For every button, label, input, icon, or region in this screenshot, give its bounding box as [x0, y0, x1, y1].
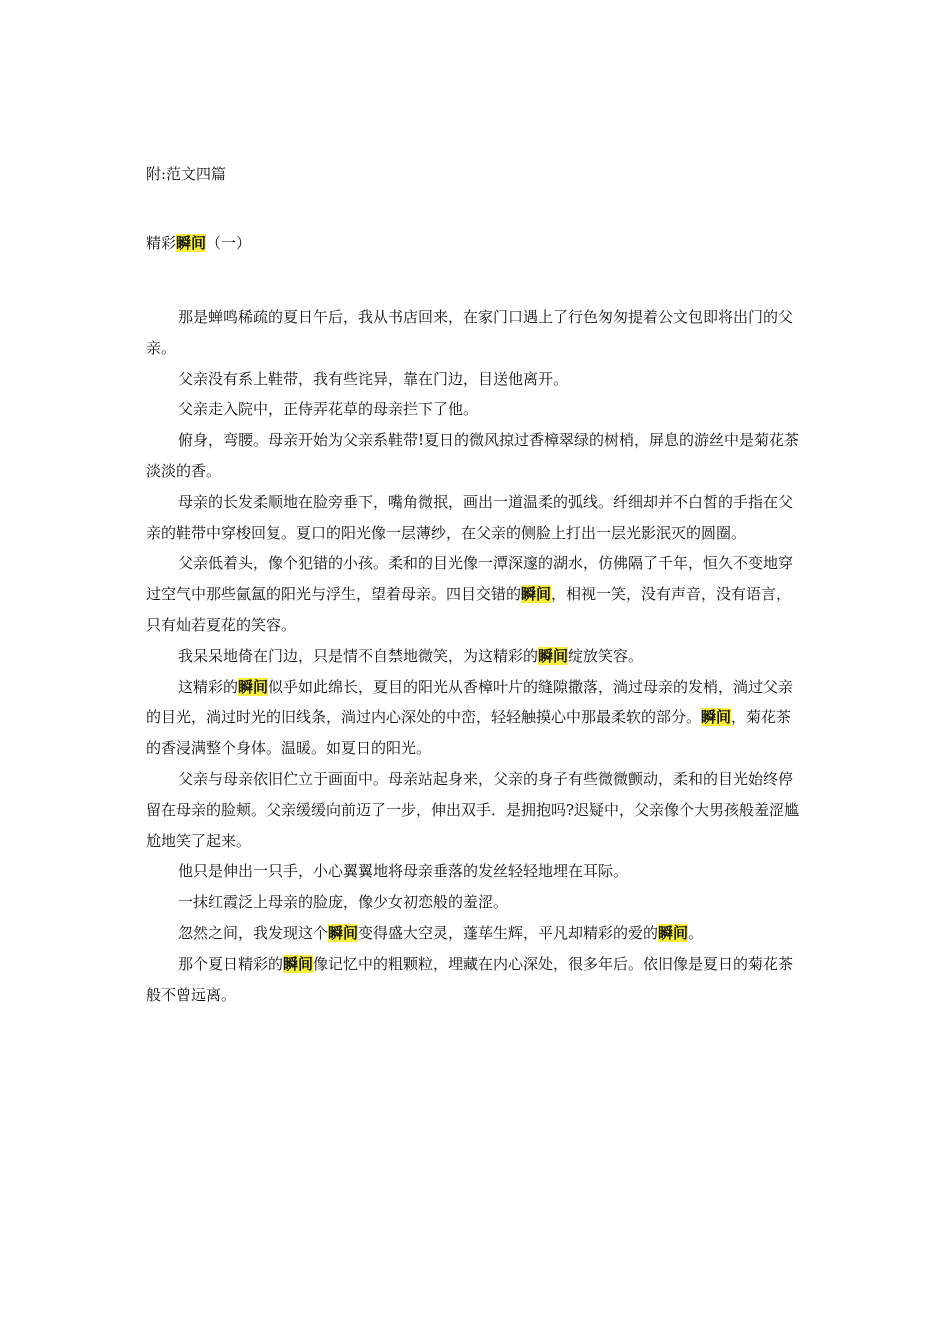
paragraph-text: 一抹红霞泛上母亲的脸庞，像少女初恋般的羞涩。	[178, 893, 509, 912]
highlighted-word: 瞬间	[521, 585, 552, 604]
paragraph-text: 父亲没有系上鞋带，我有些诧异，靠在门边，目送他离开。	[178, 369, 569, 388]
paragraph-text: 他只是伸出一只手，小心翼翼地将母亲垂落的发丝轻轻地埋在耳际。	[178, 862, 629, 881]
paragraph-9	[146, 764, 806, 856]
paragraph-text: 父亲走入院中，正侍弄花草的母亲拦下了他。	[178, 400, 479, 419]
highlighted-word: 瞬间	[538, 646, 569, 665]
paragraph-2	[146, 364, 806, 395]
paragraph-10	[146, 856, 806, 887]
paragraph-6	[146, 548, 806, 640]
highlighted-word: 瞬间	[658, 923, 689, 942]
paragraph-1	[146, 302, 806, 364]
paragraph-8	[146, 672, 806, 764]
paragraph-7	[146, 641, 806, 672]
paragraph-text: 那个夏日精彩的	[178, 954, 284, 973]
paragraph-text: 父亲低着头，像个犯错的小孩。柔和的目光像一潭深邃的湖水，仿佛隔了千年，恒久不变地穿过空气中那些氤氲的阳光与浮生，望着母亲。四目交错的	[146, 554, 794, 604]
paragraph-text: 俯身，弯腰。母亲开始为父亲系鞋带!夏日的微风掠过香樟翠绿的树梢，屏息的游丝中是菊花茶淡淡的香。	[146, 431, 800, 480]
paragraph-text: ，相视一笑，没有声音，没有语言，只有灿若夏花的笑容。	[146, 585, 792, 634]
highlighted-word: 瞬间	[283, 954, 314, 973]
paragraph-text: 母亲的长发柔顺地在脸旁垂下，嘴角微抿，画出一道温柔的弧线。纤细却并不白皙的手指在父亲的鞋带中穿梭回复。夏口的阳光像一层薄纱，在父亲的侧脸上打出一层光影泯灭的圆圈。	[146, 492, 794, 542]
paragraph-text: 绽放笑容。	[568, 646, 644, 665]
paragraph-text: 那是蝉鸣稀疏的夏日午后，我从书店回来，在家门口遇上了行色匆匆提着公文包即将出门的父亲。	[146, 308, 794, 357]
paragraph-text: 这精彩的	[178, 677, 239, 696]
essay-title-suffix: （一）	[206, 234, 252, 252]
paragraph-text: 像记忆中的粗颗粒，埋藏在内心深处，很多年后。依旧像是夏日的菊花茶般不曾远离。	[146, 954, 794, 1004]
highlighted-word: 瞬间	[701, 708, 732, 727]
paragraph-11	[146, 887, 806, 918]
essay-title-prefix: 精彩	[146, 234, 177, 252]
essay-title-highlight: 瞬间	[176, 234, 207, 252]
paragraph-12	[146, 918, 806, 949]
paragraph-text: 似乎如此绵长，夏目的阳光从香樟叶片的缝隙撒落，淌过母亲的发梢，淌过父亲的目光，淌过时光的旧线条，淌过内心深处的中峦，轻轻触摸心中那最柔软的部分。	[146, 677, 794, 727]
paragraph-text: 我呆呆地倚在门边，只是情不自禁地微笑，为这精彩的	[178, 646, 539, 665]
highlighted-word: 瞬间	[328, 923, 359, 942]
paragraph-text: 忽然之间，我发现这个	[178, 923, 329, 942]
appendix-heading: 附:范文四篇	[146, 165, 227, 183]
essay-title	[146, 233, 251, 253]
paragraph-text: 。	[688, 923, 704, 942]
paragraph-text: ，菊花茶的香浸满整个身体。温暖。如夏日的阳光。	[146, 708, 792, 758]
essay-body	[146, 302, 806, 1010]
paragraph-text: 父亲与母亲依旧伫立于画面中。母亲站起身来，父亲的身子有些微微颤动，柔和的目光始终停留在母亲的脸颊。父亲缓缓向前迈了一步，伸出双手．是拥抱吗?迟疑中，父亲像个大男孩般羞涩尴尬地笑了起来。	[146, 769, 800, 850]
paragraph-4	[146, 425, 806, 487]
paragraph-5	[146, 487, 806, 549]
paragraph-13	[146, 949, 806, 1011]
highlighted-word: 瞬间	[238, 677, 269, 696]
paragraph-3	[146, 394, 806, 425]
paragraph-text: 变得盛大空灵，蓬荜生辉，平凡却精彩的爱的	[358, 923, 659, 942]
